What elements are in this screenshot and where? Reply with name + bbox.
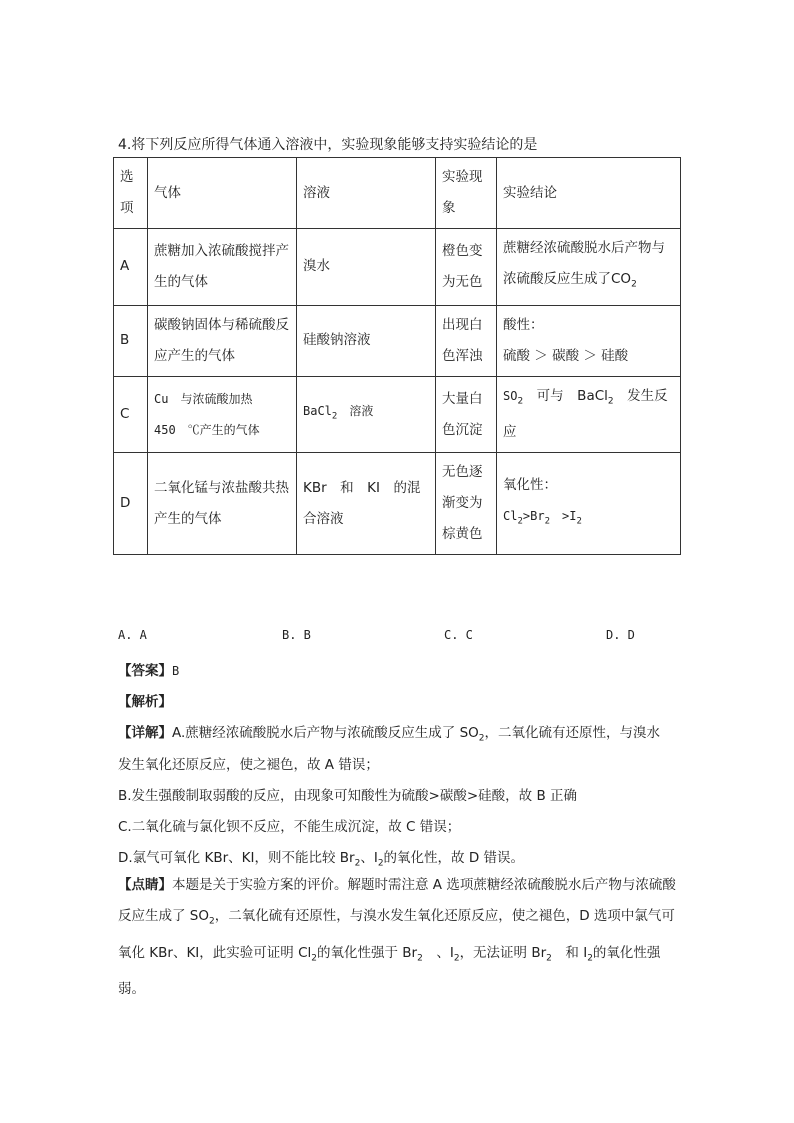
row-phenomenon: 橙色变为无色	[436, 229, 497, 306]
formula: >Br	[522, 509, 545, 524]
conclusion-text: 发生反应	[503, 387, 668, 441]
comment-text: 和 I	[551, 944, 588, 961]
conclusion-line: 硫酸 ＞ 碳酸 ＞ 硅酸	[503, 347, 629, 364]
header-gas: 气体	[148, 158, 297, 229]
formula: >I	[549, 509, 577, 524]
solution-text: BaCl	[303, 404, 332, 419]
row-gas: 二氧化锰与浓盐酸共热产生的气体	[148, 453, 297, 555]
table-row	[114, 305, 681, 376]
answer-label: 【答案】	[118, 663, 172, 679]
subscript: 2	[631, 279, 637, 290]
subscript: 2	[546, 953, 552, 964]
subscript: 2	[209, 916, 215, 927]
subscript: 2	[417, 953, 423, 964]
solution-text: 溶液	[337, 404, 374, 419]
detail-text: ，二氧化硫有还原性，与溴水	[484, 725, 661, 741]
detail-label: 【详解】	[118, 725, 172, 741]
conclusion-text: SO	[503, 388, 518, 403]
row-option: D	[114, 453, 148, 555]
answer-line	[118, 659, 179, 679]
experiment-table	[113, 157, 681, 555]
comment-text: 的氧化性强弱。	[118, 944, 661, 998]
row-gas: 蔗糖加入浓硫酸搅拌产生的气体	[148, 229, 297, 306]
subscript: 2	[517, 396, 524, 407]
comment-label: 【点睛】	[118, 877, 172, 893]
detail-line-b: B.发生强酸制取弱酸的反应，由现象可知酸性为硫酸>碳酸>硅酸，故 B 正确	[118, 788, 578, 804]
comment-text: 本题是关于实验方案的评价。解题时需注意 A 选项蔗糖经浓硫酸脱水后产物与浓硫酸反应生成了 SO	[118, 877, 676, 924]
option-a: A. A	[118, 628, 147, 642]
comment-text: 的氧化性强于 Br	[317, 944, 418, 961]
detail-text: 的氧化性，故 D 错误。	[383, 850, 525, 866]
row-conclusion	[497, 305, 681, 376]
subscript: 2	[453, 953, 460, 964]
comment-text: 、I	[422, 944, 454, 961]
option-d: D. D	[606, 628, 635, 642]
table-row	[114, 453, 681, 555]
subscript: 2	[587, 953, 593, 964]
conclusion-text: 蔗糖经浓硫酸脱水后产物与浓硫酸反应生成了CO	[503, 240, 665, 287]
subscript: 2	[576, 516, 582, 527]
row-phenomenon: 无色逐渐变为棕黄色	[436, 453, 497, 555]
header-solution: 溶液	[297, 158, 436, 229]
table-header-row	[114, 158, 681, 229]
conclusion-line: 酸性：	[503, 316, 544, 333]
row-gas: 碳酸钠固体与稀硫酸反应产生的气体	[148, 305, 297, 376]
row-solution: 溴水	[297, 229, 436, 306]
option-b: B. B	[282, 628, 311, 642]
comment-paragraph	[118, 870, 678, 1005]
subscript: 2	[607, 396, 614, 407]
formula: Cl	[503, 509, 518, 524]
conclusion-text: 可与 BaCl	[523, 387, 608, 404]
analysis-label-text: 【解析】	[118, 694, 172, 710]
gas-line: Cu 与浓硫酸加热	[154, 391, 253, 406]
conclusion-line	[503, 501, 674, 537]
header-option: 选项	[114, 158, 148, 229]
detail-text: 、I	[360, 850, 378, 866]
header-conclusion: 实验结论	[497, 158, 681, 229]
row-gas	[148, 376, 297, 453]
analysis-label	[118, 690, 172, 710]
row-conclusion	[497, 229, 681, 306]
comment-text: ，无法证明 Br	[459, 944, 547, 961]
subscript: 2	[544, 516, 550, 527]
detail-line-c: C.二氧化硫与氯化钡不反应，不能生成沉淀，故 C 错误；	[118, 819, 461, 835]
row-conclusion	[497, 376, 681, 453]
row-phenomenon: 出现白色浑浊	[436, 305, 497, 376]
row-conclusion	[497, 453, 681, 555]
row-option: A	[114, 229, 148, 306]
header-phenomenon: 实验现象	[436, 158, 497, 229]
row-solution	[297, 376, 436, 453]
answer-value: B	[172, 664, 180, 678]
subscript: 2	[517, 516, 523, 527]
row-option: B	[114, 305, 148, 376]
question-title: 4.将下列反应所得气体通入溶液中，实验现象能够支持实验结论的是	[118, 137, 538, 153]
detail-line-d	[118, 846, 524, 869]
table-row	[114, 376, 681, 453]
subscript: 2	[478, 733, 485, 744]
detail-text: D.氯气可氧化 KBr、KI，则不能比较 Br	[118, 850, 355, 866]
subscript: 2	[311, 953, 317, 964]
comment-text: ，二氧化硫有还原性，与溴水发生氧化还原反应，使之褪色，D 选项中氯气可氧化 KBr、KI，此实验可证明 Cl	[118, 908, 675, 961]
subscript: 2	[354, 858, 361, 869]
subscript: 2	[331, 411, 338, 422]
table-row	[114, 229, 681, 306]
row-option: C	[114, 376, 148, 453]
detail-text: A.蔗糖经浓硫酸脱水后产物与浓硫酸反应生成了 SO	[172, 725, 479, 741]
row-solution: 硅酸钠溶液	[297, 305, 436, 376]
gas-line: 450 ℃产生的气体	[154, 422, 260, 437]
conclusion-line: 氧化性：	[503, 477, 557, 494]
detail-line-a2: 发生氧化还原反应，使之褪色，故 A 错误；	[118, 757, 379, 773]
detail-line-a	[118, 721, 660, 744]
option-c: C. C	[444, 628, 473, 642]
row-solution: KBr 和 KI 的混合溶液	[297, 453, 436, 555]
row-phenomenon: 大量白色沉淀	[436, 376, 497, 453]
subscript: 2	[377, 858, 384, 869]
